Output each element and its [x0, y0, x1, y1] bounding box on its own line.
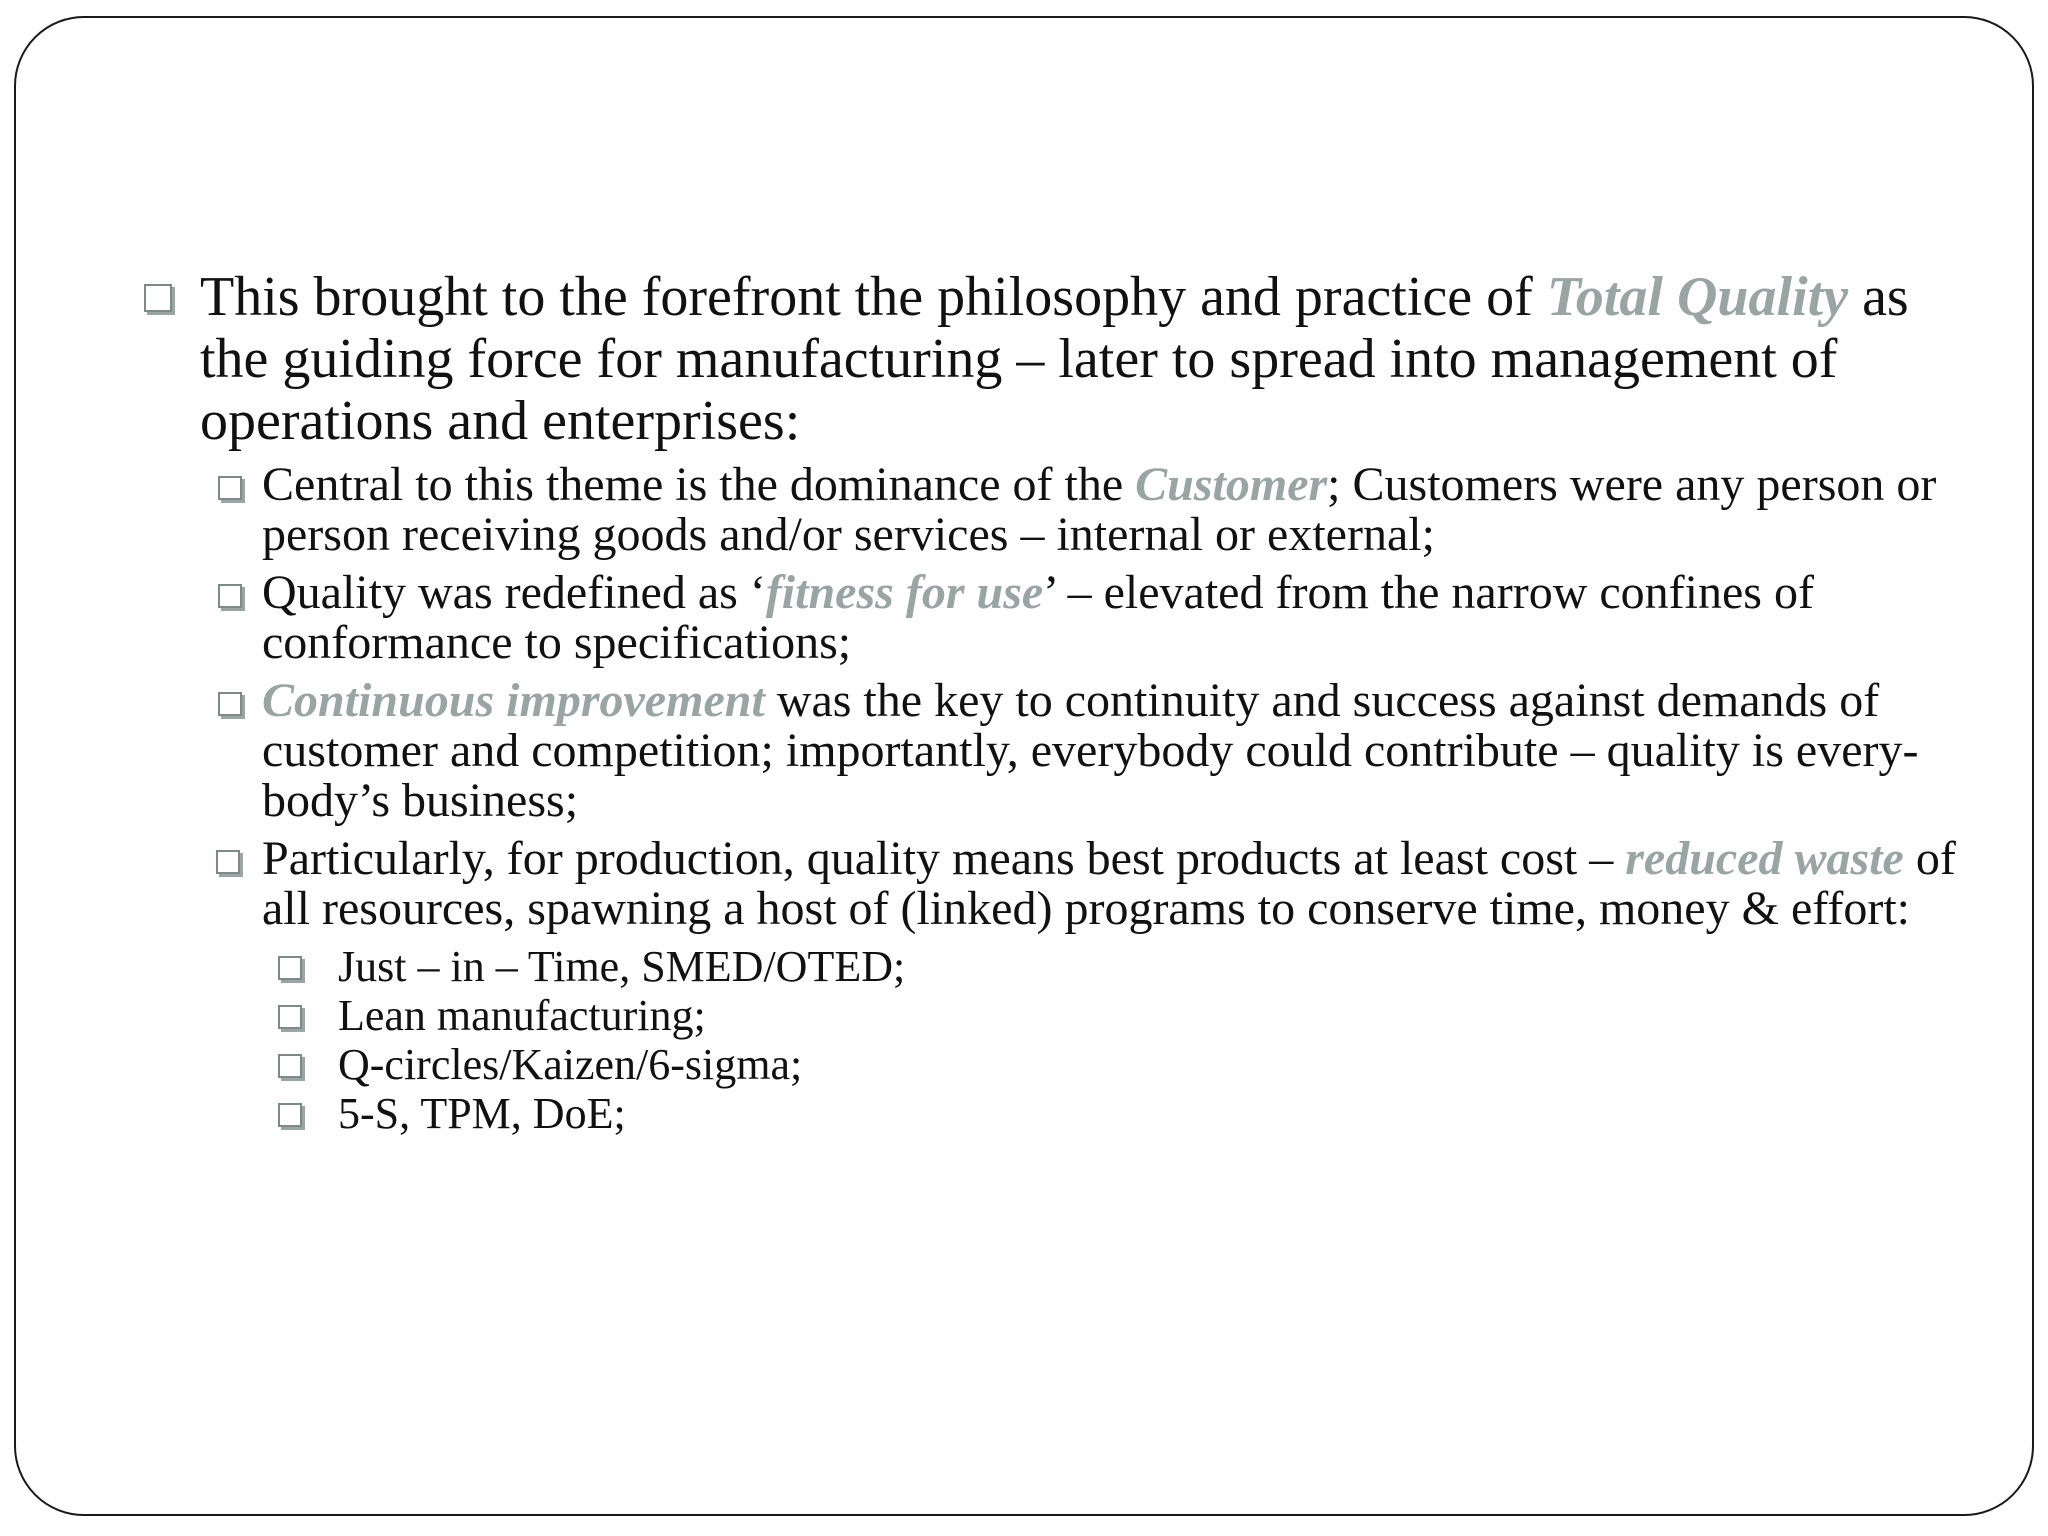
bullet-reduced-waste: [128, 834, 1988, 934]
sub-bullet-text: Just – in – Time, SMED/OTED;: [338, 942, 906, 991]
bullet-text-before: Central to this theme is the dominance of the: [262, 458, 1136, 511]
hollow-square-bullet-icon: [218, 692, 242, 716]
bullet-text-after: ’ – elevated from the narrow confines of conformance to specifications;: [262, 566, 1814, 669]
hollow-square-bullet-icon: [218, 584, 242, 608]
sub-bullet-lean: [128, 991, 1988, 1040]
hollow-square-bullet-icon: [144, 284, 172, 312]
bullet-text-after: ; Customers were any person or person receiving goods and/or services – internal or external;: [262, 458, 1937, 561]
bullet-customer: [128, 460, 1988, 560]
bullet-continuous-improvement: [128, 676, 1988, 826]
sub-bullet-text: 5-S, TPM, DoE;: [338, 1089, 626, 1138]
hollow-square-bullet-icon: [216, 850, 240, 874]
slide-content: [128, 266, 1988, 1138]
bullet-text-before: Quality was redefined as ‘: [262, 566, 766, 619]
hollow-square-bullet-icon: [218, 476, 242, 500]
bullet-text-before: Particularly, for production, quality means best products at least cost –: [262, 832, 1626, 885]
bullet-text-before: This brought to the forefront the philosophy and practice of: [200, 266, 1547, 328]
bullet-emphasis: Customer: [1135, 458, 1328, 511]
bullet-text-after: was the key to continuity and success against demands of customer and competition; importantly, everybody could contribute – quality is every- body’s business;: [262, 674, 1919, 827]
sub-bullet-5s: [128, 1089, 1988, 1138]
bullet-emphasis: Continuous improvement: [262, 674, 765, 727]
hollow-square-bullet-icon: [278, 1103, 302, 1127]
bullet-emphasis: reduced waste: [1625, 832, 1904, 885]
sub-bullet-jit: [128, 942, 1988, 991]
bullet-total-quality: [128, 266, 1988, 452]
bullet-fitness-for-use: [128, 568, 1988, 668]
sub-bullet-qcircles: [128, 1040, 1988, 1089]
bullet-text-after: as the guiding force for manufacturing – later to spread into management of operations and enterprises:: [200, 266, 1909, 452]
bullet-text-after: of all resources, spawning a host of (linked) programs to conserve time, money & effort:: [262, 832, 1956, 935]
hollow-square-bullet-icon: [278, 1005, 302, 1029]
slide-frame: [14, 16, 2034, 1516]
bullet-emphasis: fitness for use: [765, 566, 1044, 619]
sub-bullet-text: Lean manufacturing;: [338, 991, 706, 1040]
hollow-square-bullet-icon: [278, 1054, 302, 1078]
sub-bullet-text: Q-circles/Kaizen/6-sigma;: [338, 1040, 803, 1089]
hollow-square-bullet-icon: [278, 956, 302, 980]
bullet-emphasis: Total Quality: [1546, 266, 1849, 328]
